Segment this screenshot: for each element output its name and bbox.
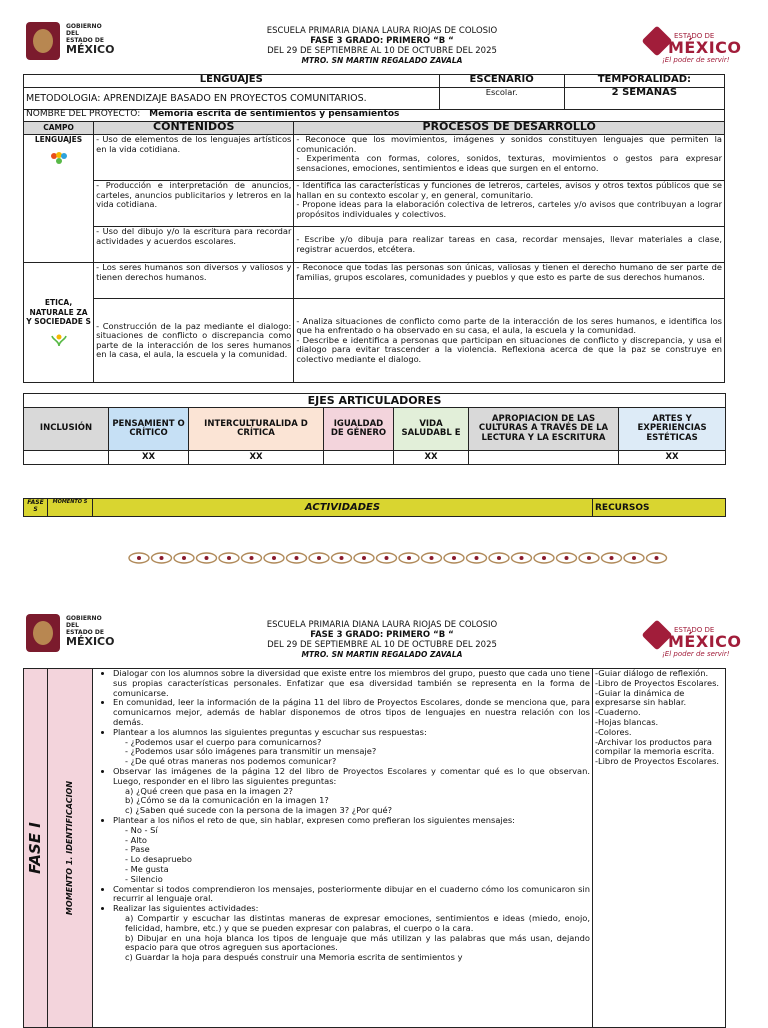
edomex-logo-2: ESTADO DE MÉXICO ¡El poder de servir! xyxy=(640,622,750,672)
campo-lenguajes: LENGUAJES xyxy=(24,135,94,263)
fase-cell xyxy=(24,669,48,1028)
activity-subitem: - Lo desapruebo xyxy=(125,854,192,865)
activity-subitem: c) ¿Saben qué sucede con la persona de la imagen 3? ¿Por qué? xyxy=(125,805,393,816)
escenario-value: Escolar. xyxy=(439,88,564,110)
activity-subitem: - Alto xyxy=(125,834,147,845)
activity-subitem: - ¿Podemos usar sólo imágenes para transmitir un mensaje? xyxy=(125,746,377,757)
activity-item: • En comunidad, leer la información de la página 11 del libro de Proyectos Escolares, donde se menciona que, para comunicarnos mejor, además de hablar disponemos de otros tipos de lenguajes en nuestra relación con los demás. xyxy=(113,698,590,727)
eje-6: ARTES Y EXPERIENCIAS ESTÉTICAS xyxy=(619,408,726,451)
ejes-label: EJES ARTICULADORES xyxy=(24,394,726,408)
ejes-table xyxy=(23,393,726,465)
eje-mark-4: XX xyxy=(394,451,469,465)
actividades-cell xyxy=(93,669,593,1028)
temporalidad-label: TEMPORALIDAD: xyxy=(564,75,724,88)
activities-header xyxy=(23,498,726,517)
gobierno-logo-2: GOBIERNO DEL ESTADO DE MÉXICO xyxy=(26,612,116,662)
proceso-1: - Reconoce que los movimientos, imágenes y sonidos constituyen lenguajes que permiten la comunicación. - Experimenta con formas, colores, sonidos, texturas, movimientos o gestos para expresar sensaciones, emociones, sentimientos e ideas que surgen en el entorno. xyxy=(294,135,725,181)
contenido-3: - Uso del dibujo y/o la escritura para recordar actividades y acuerdos escolares. xyxy=(94,227,294,263)
momento-title: MOMENTO 1. IDENTIFICACION xyxy=(65,780,75,916)
contenido-2: - Producción e interpretación de anuncios, carteles, anuncios publicitarios y letreros en la vida cotidiana. xyxy=(94,181,294,227)
activity-subitem: - Me gusta xyxy=(125,863,169,874)
momento-cell xyxy=(48,669,93,1028)
activities-table xyxy=(23,668,726,1028)
date-range: DEL 29 DE SEPTIEMBRE AL 10 DE OCTUBRE DEL 2025 xyxy=(267,46,497,56)
activity-subitem: c) Guardar la hoja para después construir una Memoria escrita de sentimientos y xyxy=(125,952,463,963)
activity-subitem: - Pase xyxy=(125,844,150,855)
eje-3: IGUALDAD DE GÉNERO xyxy=(324,408,394,451)
activity-item: • Plantear a los niños el reto de que, sin hablar, expresen como prefieran los siguientes mensajes: - No - Sí - Alto - Pase - Lo desapruebo - Me gusta - Silencio xyxy=(113,816,590,885)
contenidos-label: CONTENIDOS xyxy=(94,122,294,135)
school-header-2: ESCUELA PRIMARIA DIANA LAURA RIOJAS DE COLOSIO FASE 3 GRADO: PRIMERO “B “ DEL 29 DE SEPTIEMBRE AL 10 DE OCTUBRE DEL 2025 MTRO. SN MARTIN REGALADO ZAVALA xyxy=(266,620,498,659)
activity-subitem: b) Dibujar en una hoja blanca los tipos de lenguaje que más utilizan y las palabras que más usan, dejando espacio para que otros agreguen sus aportaciones. xyxy=(125,932,590,953)
proceso-5: - Analiza situaciones de conflicto como parte de la interacción de los seres humanos, e identifica los que ha enfrentado o ha observado en su casa, el aula, la escuela y la comunidad. - Describe e identifica a personas que participan en situaciones de conflicto y discrepancia, y usa el dialogo para evitar trascender a la violencia. Reflexiona acerca de que la paz se construye en colectivo mediante el dialogo. xyxy=(294,299,725,383)
fase-label: FASE I xyxy=(25,822,44,874)
proyecto-name: Memoria escrita de sentimientos y pensamientos xyxy=(149,109,400,119)
phase-grade: FASE 3 GRADO: PRIMERO “B “ xyxy=(310,36,454,46)
procesos-label: PROCESOS DE DESARROLLO xyxy=(294,122,725,135)
coat-of-arms-icon xyxy=(26,614,60,652)
eje-mark-1: XX xyxy=(109,451,189,465)
recursos-label: RECURSOS xyxy=(593,499,726,517)
proceso-4: - Reconoce que todas las personas son únicas, valiosas y tienen el derecho humano de ser parte de familias, grupos escolares, comunidades y pueblos y que esto es parte de sus derechos humanos. xyxy=(294,263,725,299)
proceso-2: - Identifica las características y funciones de letreros, carteles, avisos y otros textos públicos que se hallan en su contexto escolar y, en general, comunitario. - Propone ideas para la elaboración colectiva de letreros, carteles y/o avisos que contribuyan a lograr propósitos individuales y colectivos. xyxy=(294,181,725,227)
eje-mark-0 xyxy=(24,451,109,465)
eje-4: VIDA SALUDABL E xyxy=(394,408,469,451)
eje-0: INCLUSIÓN xyxy=(24,408,109,451)
activity-subitem: - ¿Podemos usar el cuerpo para comunicarnos? xyxy=(125,736,322,747)
campo-etica: ETICA, NATURALE ZA Y SOCIEDADE S xyxy=(24,263,94,383)
activity-item: • Dialogar con los alumnos sobre la diversidad que existe entre los miembros del grupo, puesto que cada uno tiene sus propias características personales. Enfatizar que esa diversidad también se representa en la forma de comunicarse. xyxy=(113,669,590,698)
eje-2: INTERCULTURALIDA D CRÍTICA xyxy=(189,408,324,451)
activity-list xyxy=(95,669,590,963)
actividades-label: ACTIVIDADES xyxy=(93,499,593,517)
metodologia: METODOLOGIA: APRENDIZAJE BASADO EN PROYECTOS COMUNITARIOS. xyxy=(24,88,440,110)
activity-subitem: - No - Sí xyxy=(125,824,158,835)
school-header xyxy=(160,26,604,66)
contenido-1: - Uso de elementos de los lenguajes artísticos en la vida cotidiana. xyxy=(94,135,294,181)
contenido-4: - Los seres humanos son diversos y valiosos y tienen derechos humanos. xyxy=(94,263,294,299)
activity-subitem: - ¿De qué otras maneras nos podemos comunicar? xyxy=(125,756,337,767)
activity-subitem: - Silencio xyxy=(125,873,163,884)
eje-mark-5 xyxy=(469,451,619,465)
etica-campo-icon xyxy=(49,333,69,347)
eje-5: APROPIACION DE LAS CULTURAS A TRAVÉS DE LA LECTURA Y LA ESCRITURA xyxy=(469,408,619,451)
fases-label: FASE S xyxy=(24,499,48,517)
gobierno-logo: GOBIERNO DEL ESTADO DE MÉXICO xyxy=(26,20,116,70)
lenguajes-campo-icon xyxy=(49,151,69,165)
eje-1: PENSAMIENT O CRÍTICO xyxy=(109,408,189,451)
proyecto-row: NOMBRE DEL PROYECTO: Memoria escrita de sentimientos y pensamientos xyxy=(24,110,725,122)
activity-subitem: b) ¿Cómo se da la comunicación en la imagen 1? xyxy=(125,795,329,806)
eje-mark-2: XX xyxy=(189,451,324,465)
lenguajes-title: LENGUAJES xyxy=(24,75,440,88)
activity-item: • Comentar si todos comprendieron los mensajes, posteriormente dibujar en el cuaderno cómo los comunicaron sin recurrir al lenguaje oral. xyxy=(113,885,590,905)
edomex-logo: ESTADO DE MÉXICO ¡El poder de servir! xyxy=(640,28,750,78)
activity-item: • Observar las imágenes de la página 12 del libro de Proyectos Escolares y comentar qué es lo que observan. Luego, responder en el libro las siguientes preguntas: a) ¿Qué creen que pasa en la imagen 2? b) ¿Cómo se da la comunicación en la imagen 1? c) ¿Saben qué sucede con la persona de la imagen 3? ¿Por qué? xyxy=(113,767,590,816)
coat-of-arms-icon xyxy=(26,22,60,60)
proceso-3: - Escribe y/o dibuja para realizar tareas en casa, recordar mensajes, llevar materiales a clase, registrar acuerdos, etcétera. xyxy=(294,227,725,263)
activity-subitem: a) Compartir y escuchar las distintas maneras de expresar emociones, sentimientos e ideas (miedo, enojo, felicidad, hambre, etc.) y que se pueden expresar con palabras, el cuerpo o la cara. xyxy=(125,912,590,933)
activity-item: • Realizar las siguientes actividades: a) Compartir y escuchar las distintas maneras de expresar emociones, sentimientos e ideas (miedo, enojo, felicidad, hambre, etc.) y que se pueden expresar con palabras, el cuerpo o la cara. b) Dibujar en una hoja blanca los tipos de lenguaje que más utilizan y las palabras que más usan, dejando espacio para que otros agreguen sus aportaciones. c) Guardar la hoja para después construir una Memoria escrita de sentimientos y xyxy=(113,904,590,963)
eje-mark-3 xyxy=(324,451,394,465)
teacher-name: MTRO. SN MARTIN REGALADO ZAVALA xyxy=(301,56,463,65)
activity-item: • Plantear a los alumnos las siguientes preguntas y escuchar sus respuestas: - ¿Podemos usar el cuerpo para comunicarnos? - ¿Podemos usar sólo imágenes para transmitir un mensaje? - ¿De qué otras maneras nos podemos comunicar? xyxy=(113,728,590,767)
escenario-label: ESCENARIO xyxy=(439,75,564,88)
momento-label: MOMENTO S xyxy=(48,499,93,517)
activity-subitem: a) ¿Qué creen que pasa en la imagen 2? xyxy=(125,785,293,796)
school-name: ESCUELA PRIMARIA DIANA LAURA RIOJAS DE COLOSIO xyxy=(266,26,498,36)
campo-label: CAMPO xyxy=(24,122,94,135)
planning-table xyxy=(23,74,725,383)
eje-mark-6: XX xyxy=(619,451,726,465)
decorative-border xyxy=(128,551,668,565)
temporalidad-value: 2 SEMANAS xyxy=(564,88,724,110)
contenido-5: - Construcción de la paz mediante el dialogo: situaciones de conflicto o discrepancia como parte de la interacción de los seres humanos en la casa, el aula, la escuela y la comunidad. xyxy=(94,299,294,383)
recursos-cell: -Guiar diálogo de reflexión. -Libro de Proyectos Escolares. -Guiar la dinámica de expresarse sin hablar. -Cuaderno. -Hojas blancas. -Colores. -Archivar los productos para compilar la memoria escrita. -Libro de Proyectos Escolares. xyxy=(593,669,726,1028)
